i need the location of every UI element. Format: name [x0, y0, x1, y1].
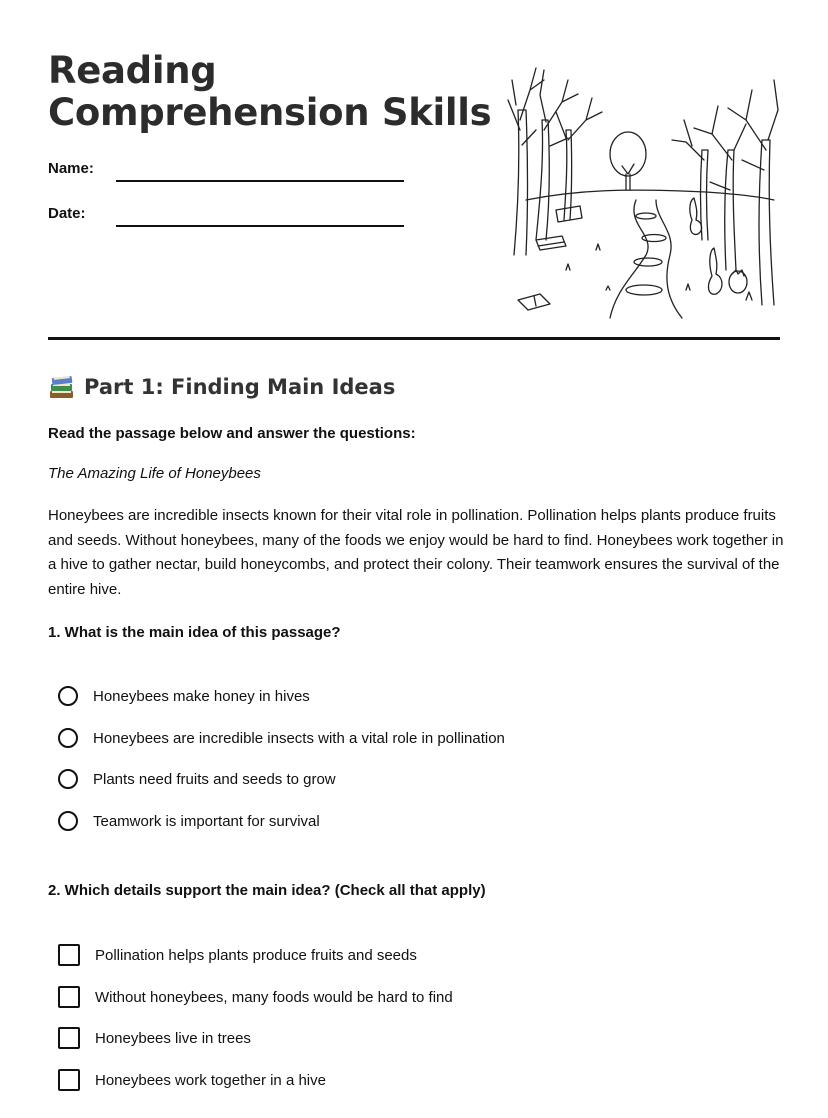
date-label: Date:: [48, 205, 86, 222]
option-label: Honeybees work together in a hive: [95, 1071, 326, 1089]
section-divider: [48, 337, 780, 340]
option-label: Without honeybees, many foods would be hard to find: [95, 988, 453, 1006]
option-label: Teamwork is important for survival: [93, 812, 320, 830]
checkbox[interactable]: [58, 1027, 80, 1049]
part-1-heading: [48, 374, 395, 400]
title-line-1: Reading: [48, 49, 217, 92]
q2-option[interactable]: [58, 986, 453, 1008]
name-field[interactable]: [116, 180, 404, 182]
q1-option[interactable]: [58, 811, 320, 831]
option-label: Pollination helps plants produce fruits and seeds: [95, 946, 417, 964]
option-label: Honeybees are incredible insects with a vital role in pollination: [93, 729, 505, 747]
radio-button[interactable]: [58, 728, 78, 748]
checkbox[interactable]: [58, 1069, 80, 1091]
q1-option[interactable]: [58, 686, 310, 706]
page-title: [48, 50, 491, 134]
radio-button[interactable]: [58, 686, 78, 706]
checkbox[interactable]: [58, 944, 80, 966]
name-label: Name:: [48, 160, 94, 177]
instructions: Read the passage below and answer the questions:: [48, 425, 416, 442]
books-icon: [48, 374, 75, 400]
option-label: Plants need fruits and seeds to grow: [93, 770, 336, 788]
question-1: 1. What is the main idea of this passage?: [48, 624, 341, 641]
q1-option[interactable]: [58, 769, 336, 789]
radio-button[interactable]: [58, 769, 78, 789]
part-1-heading-text: Part 1: Finding Main Ideas: [84, 375, 396, 399]
q2-option[interactable]: [58, 1069, 326, 1091]
radio-button[interactable]: [58, 811, 78, 831]
question-2: 2. Which details support the main idea? (Check all that apply): [48, 882, 486, 899]
q1-option[interactable]: [58, 728, 505, 748]
date-field[interactable]: [116, 225, 404, 227]
passage-title: The Amazing Life of Honeybees: [48, 465, 261, 482]
title-line-2: Comprehension Skills: [48, 91, 492, 134]
forest-path-illustration: [506, 50, 782, 322]
option-label: Honeybees live in trees: [95, 1029, 251, 1047]
option-label: Honeybees make honey in hives: [93, 687, 310, 705]
checkbox[interactable]: [58, 986, 80, 1008]
q2-option[interactable]: [58, 1027, 251, 1049]
passage-text: Honeybees are incredible insects known for their vital role in pollination. Pollination helps plants produce fruits and seeds. Without honeybees, many of the foods we enjoy would be hard to find. Honeybees work together in a hive to gather nectar, build honeycombs, and protect their colony. Their teamwork ensures the survival of the entire hive.: [48, 507, 784, 598]
q2-option[interactable]: [58, 944, 417, 966]
